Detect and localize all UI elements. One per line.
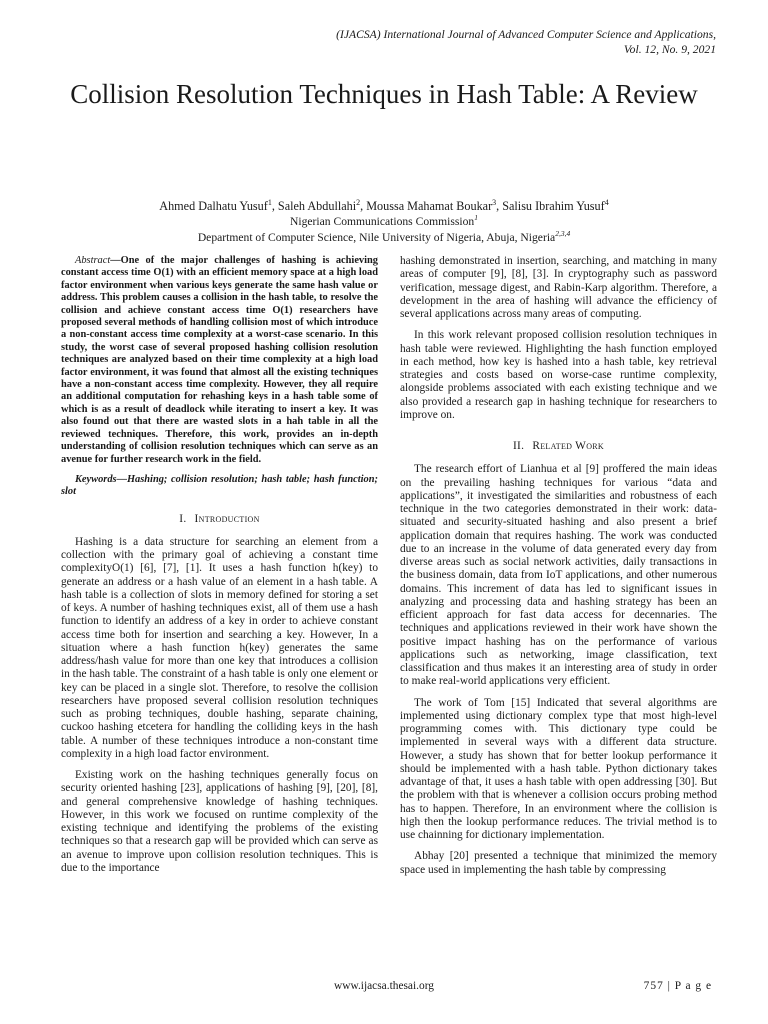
section-title: Introduction	[194, 512, 260, 525]
abstract	[61, 255, 378, 466]
section-number: I.	[179, 512, 187, 525]
left-column	[61, 255, 378, 883]
author-sup: 3	[492, 198, 497, 207]
author-name: Salisu Ibrahim Yusuf	[502, 199, 605, 214]
related-paragraph-2: The work of Tom [15] Indicated that several algorithms are implemented using dictionary complex type that most high-level programming comes with. This dictionary type could be implemented in several ways with a different data structure. However, a study has shown that for better lookup performance it should be implemented with a hash table. Python dictionary takes advantage of that, it uses a hash table with open addressing [30]. But the problem with that is whenever a collision occurs probing method has to happen. Therefore, In an environment where the collision is high then the lookup performance reduces. The trivial method is to use chainning for dictionary implementation.	[400, 696, 717, 841]
affiliation-1-sup: 1	[474, 213, 478, 222]
affiliation-2-sup: 2,3,4	[555, 229, 571, 238]
section-title: Related Work	[532, 440, 605, 452]
footer-url: www.ijacsa.thesai.org	[334, 980, 434, 992]
author-name: Saleh Abdullahi	[277, 199, 357, 214]
intro-paragraph-2: Existing work on the hashing techniques generally focus on security oriented hashing [23], applications of hashing [9], [20], [8], and general comprehensive knowledge of hashing techniques. However, in this work we focused on runtime complexity of the existing technique and identifying the problems of the existing techniques so that a research gap will be provided which can serve as an avenue to improve upon collision resolution techniques. This is due to the importance	[61, 769, 378, 874]
intro-paragraph-4: In this work relevant proposed collision resolution techniques in hash table were reviewed. Highlighting the hash function employed in each method, how key is hashed into a hash table, key retrieval strategies and costs based on worse-case runtime complexity, alongside problems associated with each existing technique and we also provided a research gap in hashing technique for researchers to improve on.	[400, 329, 717, 421]
section-heading-related-work	[400, 440, 717, 453]
author-name: Ahmed Dalhatu Yusuf	[159, 199, 268, 214]
affiliation-2	[40, 226, 728, 246]
journal-header	[336, 27, 716, 57]
author-sup: 1	[267, 198, 272, 207]
footer-page-number: 757 | P a g e	[643, 980, 712, 992]
section-number: II.	[512, 440, 525, 452]
related-paragraph-1: The research effort of Lianhua et al [9] proffered the main ideas on the prevailing hashing techniques for various “data and applications”, it investigated the similarities and robustness of each technique in the two categories demonstrated in their work: data-situated and security-situated hashing and also present a brief application domain that requires hashing. The work was conducted due to an increase in the volume of data generated every day from diverse areas such as social network activities, daily transactions in the business domain, data from IoT applications, and other numerous domains. This increment of data has led to significant issues in analyzing and processing data and hashing strategy has been an efficient approach for fast data access for decennaries. The techniques and applications reviewed in their work have shown the positive impact hashing has on the performance of various applications such as networking, image classification, text classification and thus makes it an interesting area of study in order to make real-world applications very efficient.	[400, 463, 717, 688]
abstract-lead: Abstract	[75, 255, 111, 266]
right-column	[400, 255, 717, 885]
affiliation-1-text: Nigerian Communications Commission	[290, 214, 475, 228]
author-sup: 2	[356, 198, 361, 207]
author-list: Ahmed Dalhatu Yusuf$^1$, Saleh Abdullahi$^2$, Moussa Mahamat Boukar$^3$, Salisu Ibrahim Yusuf$^4$	[159, 198, 609, 214]
related-paragraph-3: Abhay [20] presented a technique that minimized the memory space used in implementing the hash table by compressing	[400, 850, 717, 876]
author-name: Moussa Mahamat Boukar	[366, 199, 493, 214]
journal-line-1: (IJACSA) International Journal of Advanced Computer Science and Applications,	[336, 28, 716, 41]
abstract-text: —One of the major challenges of hashing is achieving constant access time O(1) with an efficient memory space at a high load factor environment when various keys generate the same hash value or address. This problem causes a collision in the hash table, to resolve the collision and achieve constant access time O(1) researchers have proposed several methods of handling collision most of which introduce a non-constant access time complexity at a worst-case scenario. In this study, the worst case of several proposed hashing collision resolution techniques are analyzed based on their time complexity at a high load factor environment, it was found that almost all the existing techniques have a non-constant access time complexity. However, they all require an additional computation for rehashing keys in a hash table some of which is as a result of deadlock while iterating to insert a key. It was also found out that there are wasted slots in a hah table in all the reviewed techniques. Therefore, this work, provides an in-depth understanding of collision resolution techniques which can serve as an avenue for further research work in the field.	[61, 255, 378, 465]
keywords: Keywords—Hashing; collision resolution; hash table; hash function; slot	[61, 473, 378, 498]
section-heading-introduction	[61, 513, 378, 526]
intro-paragraph-3: hashing demonstrated in insertion, searching, and matching in many areas of computer [9], [8], [3]. In cryptography such as password verification, message digest, and Rabin-Karp algorithm. Therefore, a development in the area of hashing will advance the efficiency of several applications across many areas of computing.	[400, 255, 717, 320]
affiliation-2-text: Department of Computer Science, Nile University of Nigeria, Abuja, Nigeria	[197, 230, 556, 244]
journal-line-2: Vol. 12, No. 9, 2021	[623, 43, 716, 56]
author-sup: 4	[604, 198, 609, 207]
paper-title: Collision Resolution Techniques in Hash Table: A Review	[70, 79, 698, 109]
intro-paragraph-1: Hashing is a data structure for searching an element from a collection with the primary goal of achieving a constant time complexityO(1) [6], [7], [1]. It uses a hash function h(key) to generate an address or a hash value of an element in a hash table. A hash table is a collection of slots in memory defined for storing a set of keys. A number of hashing techniques exist, all of them use a hash function to identify an address of a key in order to achieve constant access time both for insertion and searching a key. However, In a situation where a hash function h(key) generates the same address/hash value for more than one key that introduces a collision in the hash table. The constraint of a hash table is only one element or key can be placed in a single slot. Therefore, to resolve the collision researchers have proposed several collision resolution techniques such as probing techniques, double hashing, separate chaining, cuckoo hashing etcetera for handling the colliding keys in the hash table. A number of these techniques introduce a non-constant time complexity in a high load factor environment.	[61, 535, 379, 760]
